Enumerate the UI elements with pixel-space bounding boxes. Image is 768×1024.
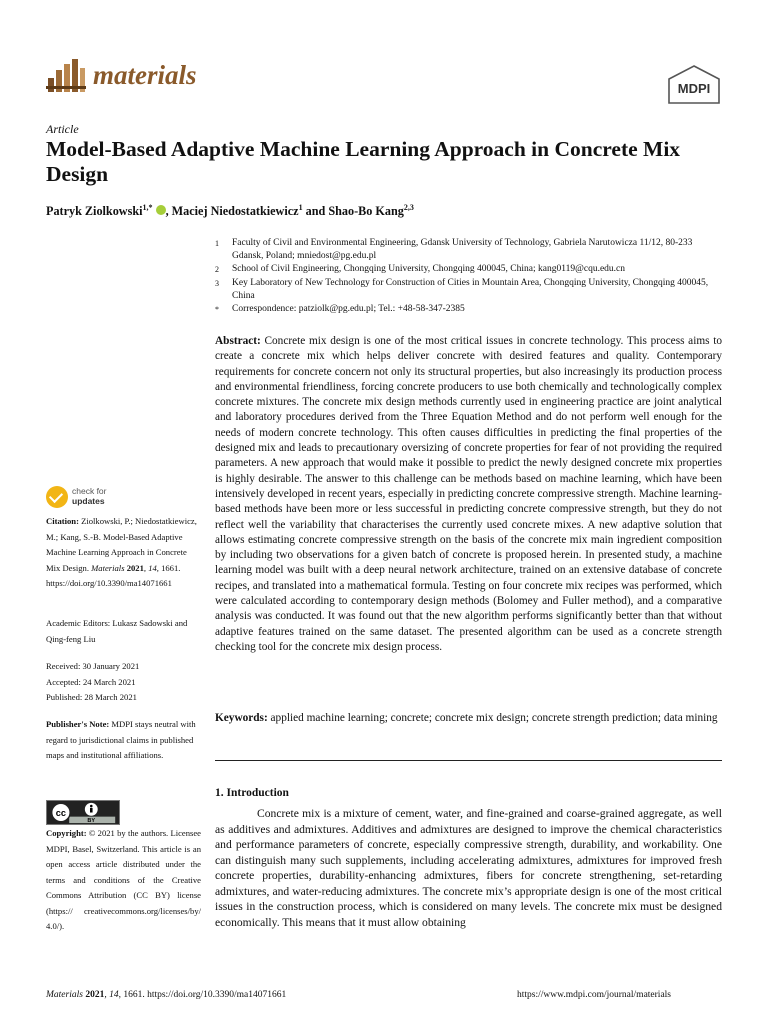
affiliation-text: Correspondence: patziolk@pg.edu.pl; Tel.: +48-58-347-2385 [232, 304, 465, 315]
keywords-text: applied machine learning; concrete; concrete mix design; concrete strength prediction; data mining [267, 712, 718, 724]
citation-label: Citation: [46, 516, 79, 526]
article-type: Article [46, 122, 79, 136]
citation-journal: Materials [91, 562, 125, 573]
copyright-text: © 2021 by the authors. Licensee MDPI, Basel, Switzerland. This article is an open access article distributed under the terms and conditions of the Creative Commons Attribution (CC BY) license (https:// creativecommons.org/licenses/by/ 4.0/). [46, 828, 201, 931]
publisher-note-text: MDPI stays neutral with regard to jurisdictional claims in published maps and institutional affiliations. [46, 719, 196, 760]
citation-volume: , 14 [143, 562, 157, 573]
author-name[interactable]: , Maciej Niedostatkiewicz [165, 204, 299, 219]
svg-text:cc: cc [55, 808, 67, 819]
section-divider [215, 760, 722, 761]
keywords [215, 711, 722, 726]
footer-doi[interactable]: , 1661. https://doi.org/10.3390/ma14071661 [118, 990, 287, 1000]
mdpi-logo-text: MDPI [677, 81, 711, 96]
affiliation-number: 1 [215, 239, 219, 248]
affiliation-item [215, 237, 725, 263]
footer-journal-url[interactable]: https://www.mdpi.com/journal/materials [517, 990, 671, 1000]
orcid-icon[interactable] [156, 205, 166, 215]
cc-by-license-icon[interactable] [46, 800, 120, 825]
checkmark-icon [46, 486, 68, 508]
copyright [46, 826, 201, 935]
publication-dates [46, 659, 201, 706]
accepted-date: Accepted: 24 March 2021 [46, 676, 136, 687]
author-name[interactable]: and Shao-Bo Kang [302, 204, 404, 219]
paper-title: Model-Based Adaptive Machine Learning Approach in Concrete Mix Design [46, 137, 681, 186]
citation-text: Ziolkowski, P.; Niedostatkiewicz, M.; Kang, S.-B. Model-Based Adaptive Machine Learning Approach in Concrete Mix Design. [46, 516, 197, 573]
affiliation-text: Faculty of Civil and Environmental Engineering, Gdansk University of Technology, Gabriela Narutowicza 11/12, 80-233 Gdansk, Poland; mniedost@pg.edu.pl [232, 238, 693, 262]
check-for-updates-button[interactable] [46, 486, 136, 512]
affiliation-marker: 1,* [142, 203, 153, 212]
citation [46, 514, 201, 592]
affiliation-marker: 2,3 [403, 203, 414, 212]
affiliation-item [215, 277, 725, 303]
introduction-body [215, 806, 722, 930]
affiliation-marker: 1 [298, 203, 303, 212]
citation-doi[interactable]: , 1661. https://doi.org/10.3390/ma14071661 [46, 562, 181, 588]
publisher-note [46, 717, 201, 764]
footer-volume: , 14 [104, 990, 119, 1000]
published-date: Published: 28 March 2021 [46, 692, 137, 702]
author-list [46, 203, 414, 219]
keywords-label: Keywords: [215, 712, 268, 724]
footer-journal: Materials [46, 990, 83, 1000]
copyright-label: Copyright: [46, 828, 87, 838]
affiliation-number: * [215, 305, 219, 315]
journal-name: materials [93, 60, 197, 90]
mdpi-logo-icon [666, 65, 722, 105]
citation-year: 2021 [124, 562, 144, 573]
section-heading: 1. Introduction [215, 787, 289, 799]
affiliation-text: Key Laboratory of New Technology for Construction of Cities in Mountain Area, Chongqing University, Chongqing 400045, China [232, 277, 709, 301]
affiliation-number: 3 [215, 278, 219, 288]
affiliation-number: 2 [215, 265, 219, 275]
publisher-note-label: Publisher's Note: [46, 719, 110, 729]
footer-citation [46, 990, 286, 1000]
check-updates-line2: updates [72, 495, 105, 506]
check-updates-line1: check for [72, 486, 107, 496]
cc-by-text: BY [87, 818, 96, 825]
affiliation-item [215, 263, 725, 276]
footer-year: 2021 [82, 990, 105, 1000]
introduction-paragraph: Concrete mix is a mixture of cement, water, and fine-grained and coarse-grained aggregate, as well as additives and admixtures. Additives and admixtures are designed to improve the chemical characteristics and performance parameters of concrete, especially compressive strength, durability, and workability. One can distinguish many such supplements, including accelerating admixtures, admixtures for improved fresh concrete properties, durability-enhancing admixtures, fibers for concrete strengthening, set-retarding admixtures, and water-reducing admixtures. The concrete mix’s appropriate design is one of the most critical issues in the construction process, which is considered on many levels. The concrete mix must be designed economically. This means that it must allow obtaining [215, 807, 722, 929]
academic-editors: Academic Editors: Lukasz Sadowski and Qing-feng Liu [46, 618, 188, 644]
author-name[interactable]: Patryk Ziolkowski [46, 204, 143, 219]
materials-logo-icon [46, 56, 86, 94]
affiliations [215, 237, 725, 316]
received-date: Received: 30 January 2021 [46, 661, 140, 671]
abstract-label: Abstract: [215, 335, 261, 347]
abstract-text: Concrete mix design is one of the most critical issues in concrete technology. This process aims to create a concrete mix which helps deliver concrete with desired features and quality. Contemporary requirements for concrete concern not only its structural properties, but also increasingly its production process and environmental friendliness, forcing concrete producers to use both chemically and technologically complex concrete mixtures. The concrete mix design methods currently used in engineering practice are joint analytical and laboratory procedures derived from the Three Equation Method and do not perform well enough for the needs of modern concrete technology. This often causes difficulties in predicting the final properties of the designed mix and leads to precautionary oversizing of concrete properties for fear of not providing the required parameters. A new approach that would make it possible to predict the newly designed concrete mix properties is highly desirable. The answer to this challenge can be methods based on machine learning, which have been intensively developed in recent years, especially in predicting concrete compressive strength. Machine learning-based methods have been more or less successful in predicting concrete compressive strength, but they do not reflect well the variability that characterises the currently used concrete mixes. A new adaptive solution that allows estimating concrete compressive strength on the basis of the concrete mix main ingredient composition by including two observations for a given batch of concrete is proposed herein. In presented study, a machine learning model was built with a deep neural network architecture, trained on an extensive database of concrete recipes, and translated into a mathematical formula. Testing on four concrete mix recipes was performed, which were calculated according to contemporary design methods (Bolomey and Fuller method), and a comparative analysis was conducted. It was found out that the new algorithm performs significantly better than that without adaptive features trained on the same dataset. The presented algorithm can be used as a concrete strength checking tool for the concrete mix design process. [215, 335, 722, 653]
affiliation-item [215, 303, 725, 316]
abstract [215, 334, 722, 655]
affiliation-text: School of Civil Engineering, Chongqing University, Chongqing 400045, China; kang0119@cqu.edu.cn [232, 264, 626, 275]
